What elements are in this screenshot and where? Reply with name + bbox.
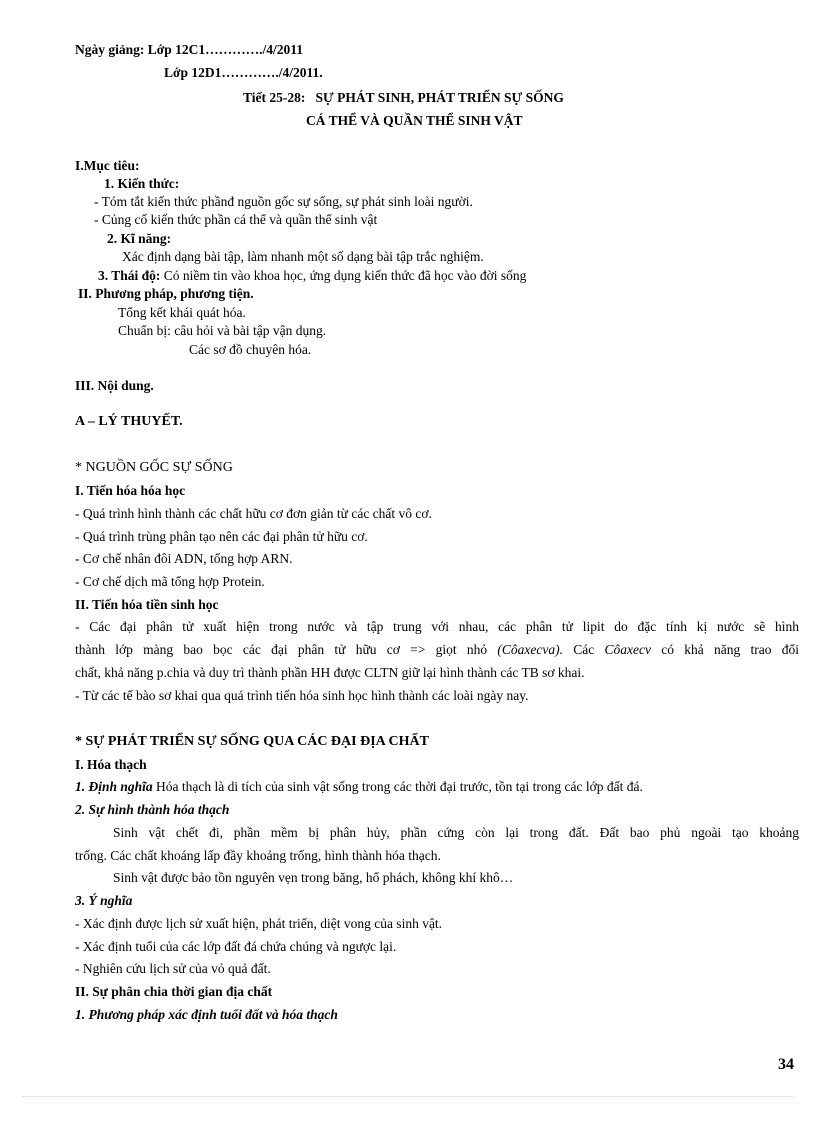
knowledge-item-2: - Củng cố kiến thức phần cá thể và quần thể sinh vật xyxy=(94,212,378,227)
chemical-item-3: - Cơ chế nhân đôi ADN, tổng hợp ARN. xyxy=(75,551,293,566)
skills-item-1: Xác định dạng bài tập, làm nhanh một số dạng bài tập trắc nghiệm. xyxy=(122,249,484,264)
formation-paragraph-2: Sinh vật được bảo tồn nguyên vẹn trong băng, hổ phách, không khí khô… xyxy=(113,870,514,885)
attitude-line xyxy=(98,267,526,285)
footer-divider xyxy=(22,1096,794,1097)
meaning-item-3: - Nghiên cứu lịch sử của vỏ quả đất. xyxy=(75,961,271,976)
prebiotic-line2-term-a: (Côaxecva). xyxy=(497,642,563,657)
theory-heading: A – LÝ THUYẾT. xyxy=(75,414,183,429)
meaning-item-2: - Xác định tuổi của các lớp đất đá chứa chúng và ngược lại. xyxy=(75,939,397,954)
formation-heading: 2. Sự hình thành hóa thạch xyxy=(75,802,230,817)
definition-line xyxy=(75,778,643,796)
skills-heading: 2. Kĩ năng: xyxy=(107,231,172,246)
content-heading: III. Nội dung. xyxy=(75,378,154,393)
knowledge-item-1: - Tóm tắt kiến thức phầnđ nguồn gốc sự sống, sự phát sinh loài người. xyxy=(94,194,473,209)
page-number: 34 xyxy=(778,1056,794,1073)
chemical-evolution-heading: I. Tiến hóa hóa học xyxy=(75,483,186,498)
lesson-title-line2: CÁ THỂ VÀ QUẦN THỂ SINH VẬT xyxy=(306,113,523,128)
lesson-title xyxy=(243,89,564,107)
prebiotic-line2-text-b: Các xyxy=(563,642,605,657)
methods-item-1: Tổng kết khái quát hóa. xyxy=(118,305,246,320)
attitude-label: 3. Thái độ: xyxy=(98,268,161,283)
chemical-item-2: - Quá trình trùng phân tạo nên các đại phân tử hữu cơ. xyxy=(75,529,368,544)
methods-item-2: Chuẩn bị: câu hỏi và bài tập vận dụng. xyxy=(118,323,327,338)
prebiotic-line2-text-a: thành lớp màng bao bọc các đại phân tử hữu cơ => giọt nhỏ xyxy=(75,642,498,657)
definition-label: 1. Định nghĩa xyxy=(75,779,153,794)
prebiotic-paragraph-line1: - Các đại phân tử xuất hiện trong nước và tập trung với nhau, các phân tử lipit do đặc tính kị nước sẽ hình xyxy=(75,619,799,634)
origin-heading: * NGUỒN GỐC SỰ SỐNG xyxy=(75,460,233,475)
methods-heading: II. Phương pháp, phương tiện. xyxy=(78,286,254,301)
meaning-heading: 3. Ý nghĩa xyxy=(75,893,133,908)
lesson-number: Tiết 25-28: xyxy=(243,90,306,105)
date-line-12c1: Ngày giảng: Lớp 12C1…………./4/2011 xyxy=(75,42,303,57)
prebiotic-paragraph-line2 xyxy=(75,641,799,659)
fossil-heading: I. Hóa thạch xyxy=(75,757,147,772)
prebiotic-line2-term-b: Côaxecv xyxy=(604,642,651,657)
attitude-text: Có niềm tin vào khoa học, ứng dụng kiến thức đã học vào đời sống xyxy=(160,268,527,283)
meaning-item-1: - Xác định được lịch sử xuất hiện, phát triển, diệt vong của sinh vật. xyxy=(75,916,443,931)
formation-paragraph-line2: trống. Các chất khoáng lấp đầy khoảng trống, hình thành hóa thạch. xyxy=(75,848,441,863)
prebiotic-heading: II. Tiến hóa tiền sinh học xyxy=(75,597,219,612)
prebiotic-line2-text-c: có khả năng trao đổi xyxy=(651,642,799,657)
lesson-title-line1: SỰ PHÁT SINH, PHÁT TRIỂN SỰ SỐNG xyxy=(315,90,564,105)
objectives-heading: I.Mục tiêu: xyxy=(75,158,140,173)
date-line-12d1: Lớp 12D1…………./4/2011. xyxy=(164,65,323,80)
knowledge-heading: 1. Kiến thức: xyxy=(104,176,180,191)
methods-item-3: Các sơ đồ chuyên hóa. xyxy=(189,342,312,357)
chemical-item-4: - Cơ chế dịch mã tổng hợp Protein. xyxy=(75,574,265,589)
prebiotic-item-2: - Từ các tế bào sơ khai qua quá trình tiến hóa sinh học hình thành các loài ngày nay. xyxy=(75,688,529,703)
definition-text: Hóa thạch là di tích của sinh vật sống trong các thời đại trước, tồn tại trong các lớp đất đá. xyxy=(152,779,643,794)
prebiotic-paragraph-line3: chất, khả năng p.chia và duy trì thành phần HH được CLTN giữ lại hình thành các TB sơ khai. xyxy=(75,665,585,680)
development-heading: * SỰ PHÁT TRIỂN SỰ SỐNG QUA CÁC ĐẠI ĐỊA CHẤT xyxy=(75,734,429,749)
method-heading: 1. Phương pháp xác định tuổi đất và hóa thạch xyxy=(75,1007,338,1022)
formation-paragraph-line1: Sinh vật chết đi, phần mềm bị phân hủy, phần cứng còn lại trong đất. Đất bao phủ ngoài tạo khoảng xyxy=(113,825,799,840)
chemical-item-1: - Quá trình hình thành các chất hữu cơ đơn giản từ các chất vô cơ. xyxy=(75,506,432,521)
division-heading: II. Sự phân chia thời gian địa chất xyxy=(75,984,273,999)
